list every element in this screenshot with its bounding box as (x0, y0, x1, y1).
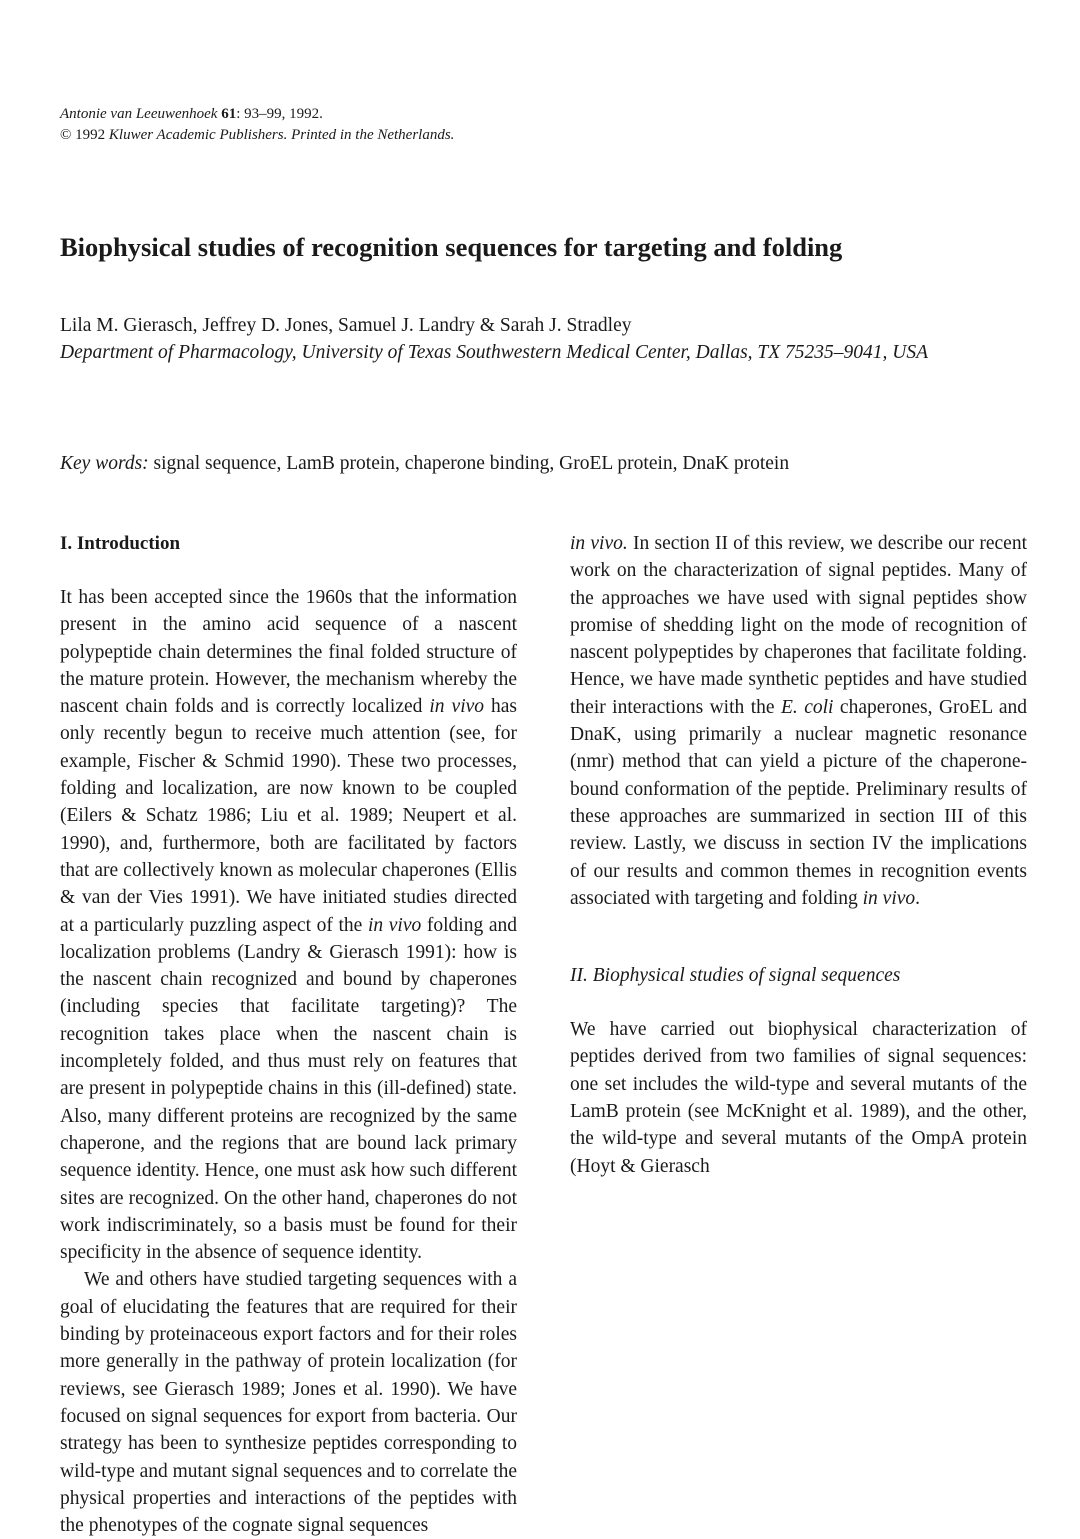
section-heading-signal-sequences: II. Biophysical studies of signal sequences (570, 965, 901, 987)
right-column (570, 530, 1027, 1180)
keywords-line (60, 450, 1040, 477)
author-names: Lila M. Gierasch, Jeffrey D. Jones, Samuel J. Landry & Sarah J. Stradley (60, 315, 632, 336)
journal-citation (60, 104, 454, 146)
author-block (60, 312, 1030, 366)
section-heading-introduction: I. Introduction (60, 533, 181, 554)
intro-paragraph-2-continued: in vivo. In section II of this review, we describe our recent work on the characterization of signal peptides. Many of the approaches we have used with signal peptides show promise of shedding light on the mode of recognition of nascent polypeptides by chaperones that facilitate folding. Hence, we have made synthetic peptides and have studied their interactions with the E. coli chaperones, GroEL and DnaK, using primarily a nuclear magnetic resonance (nmr) method that can yield a picture of the chaperone-bound conformation of the peptide. Preliminary results of these approaches are summarized in section III of this review. Lastly, we discuss in section IV the implications of our results and common themes in recognition events associated with targeting and folding in vivo. (570, 533, 1027, 909)
journal-name: Antonie van Leeuwenhoek (60, 106, 218, 122)
intro-paragraph-1: It has been accepted since the 1960s that the information present in the amino acid sequence of a nascent polypeptide chain determines the final folded structure of the mature protein. However, the mechanism whereby the nascent chain folds and is correctly localized in vivo has only recently begun to receive much attention (see, for example, Fischer & Schmid 1990). These two processes, folding and localization, are now known to be coupled (Eilers & Schatz 1986; Liu et al. 1989; Neupert et al. 1990), and, furthermore, both are facilitated by factors that are collectively known as molecular chaperones (Ellis & van der Vies 1991). We have initiated studies directed at a particularly puzzling aspect of the in vivo folding and localization problems (Landry & Gierasch 1991): how is the nascent chain recognized and bound by chaperones (including species that facilitate targeting)? The recognition takes place when the nascent chain is incompletely folded, and thus must rely on features that are present in polypeptide chains in this (ill-defined) state. Also, many different proteins are recognized by the same chaperone, and the regions that are bound lack primary sequence identity. Hence, one must ask how such different sites are recognized. On the other hand, chaperones do not work indiscriminately, so a basis must be found for their specificity in the absence of sequence identity. (60, 587, 517, 1264)
signal-sequences-paragraph: We have carried out biophysical characterization of peptides derived from two families of signal sequences: one set includes the wild-type and several mutants of the LamB protein (see McKnight et al. 1989), and the other, the wild-type and several mutants of the OmpA protein (Hoyt & Gierasch (570, 1019, 1027, 1177)
publisher-line: Kluwer Academic Publishers. Printed in the Netherlands. (108, 127, 455, 143)
journal-volume: 61 (221, 106, 237, 122)
keywords-label: Key words: (60, 453, 149, 474)
article-title: Biophysical studies of recognition sequences for targeting and folding (60, 232, 843, 262)
keywords-list: signal sequence, LamB protein, chaperone binding, GroEL protein, DnaK protein (153, 453, 790, 474)
journal-pages: : 93–99, 1992. (236, 106, 323, 122)
left-column (60, 530, 517, 1539)
journal-line (60, 104, 454, 125)
copyright-line (60, 125, 454, 146)
intro-paragraph-2-part-1: We and others have studied targeting sequences with a goal of elucidating the features that are required for their binding by proteinaceous export factors and for their roles more generally in the pathway of protein localization (for reviews, see Gierasch 1989; Jones et al. 1990). We have focused on signal sequences for export from bacteria. Our strategy has been to synthesize peptides corresponding to wild-type and mutant signal sequences and to correlate the physical properties and interactions of the peptides with the phenotypes of the cognate signal sequences (60, 1269, 518, 1537)
author-affiliation: Department of Pharmacology, University of Texas Southwestern Medical Center, Dallas, TX 75235–9041, USA (60, 342, 929, 363)
copyright-year: © 1992 (60, 127, 106, 143)
